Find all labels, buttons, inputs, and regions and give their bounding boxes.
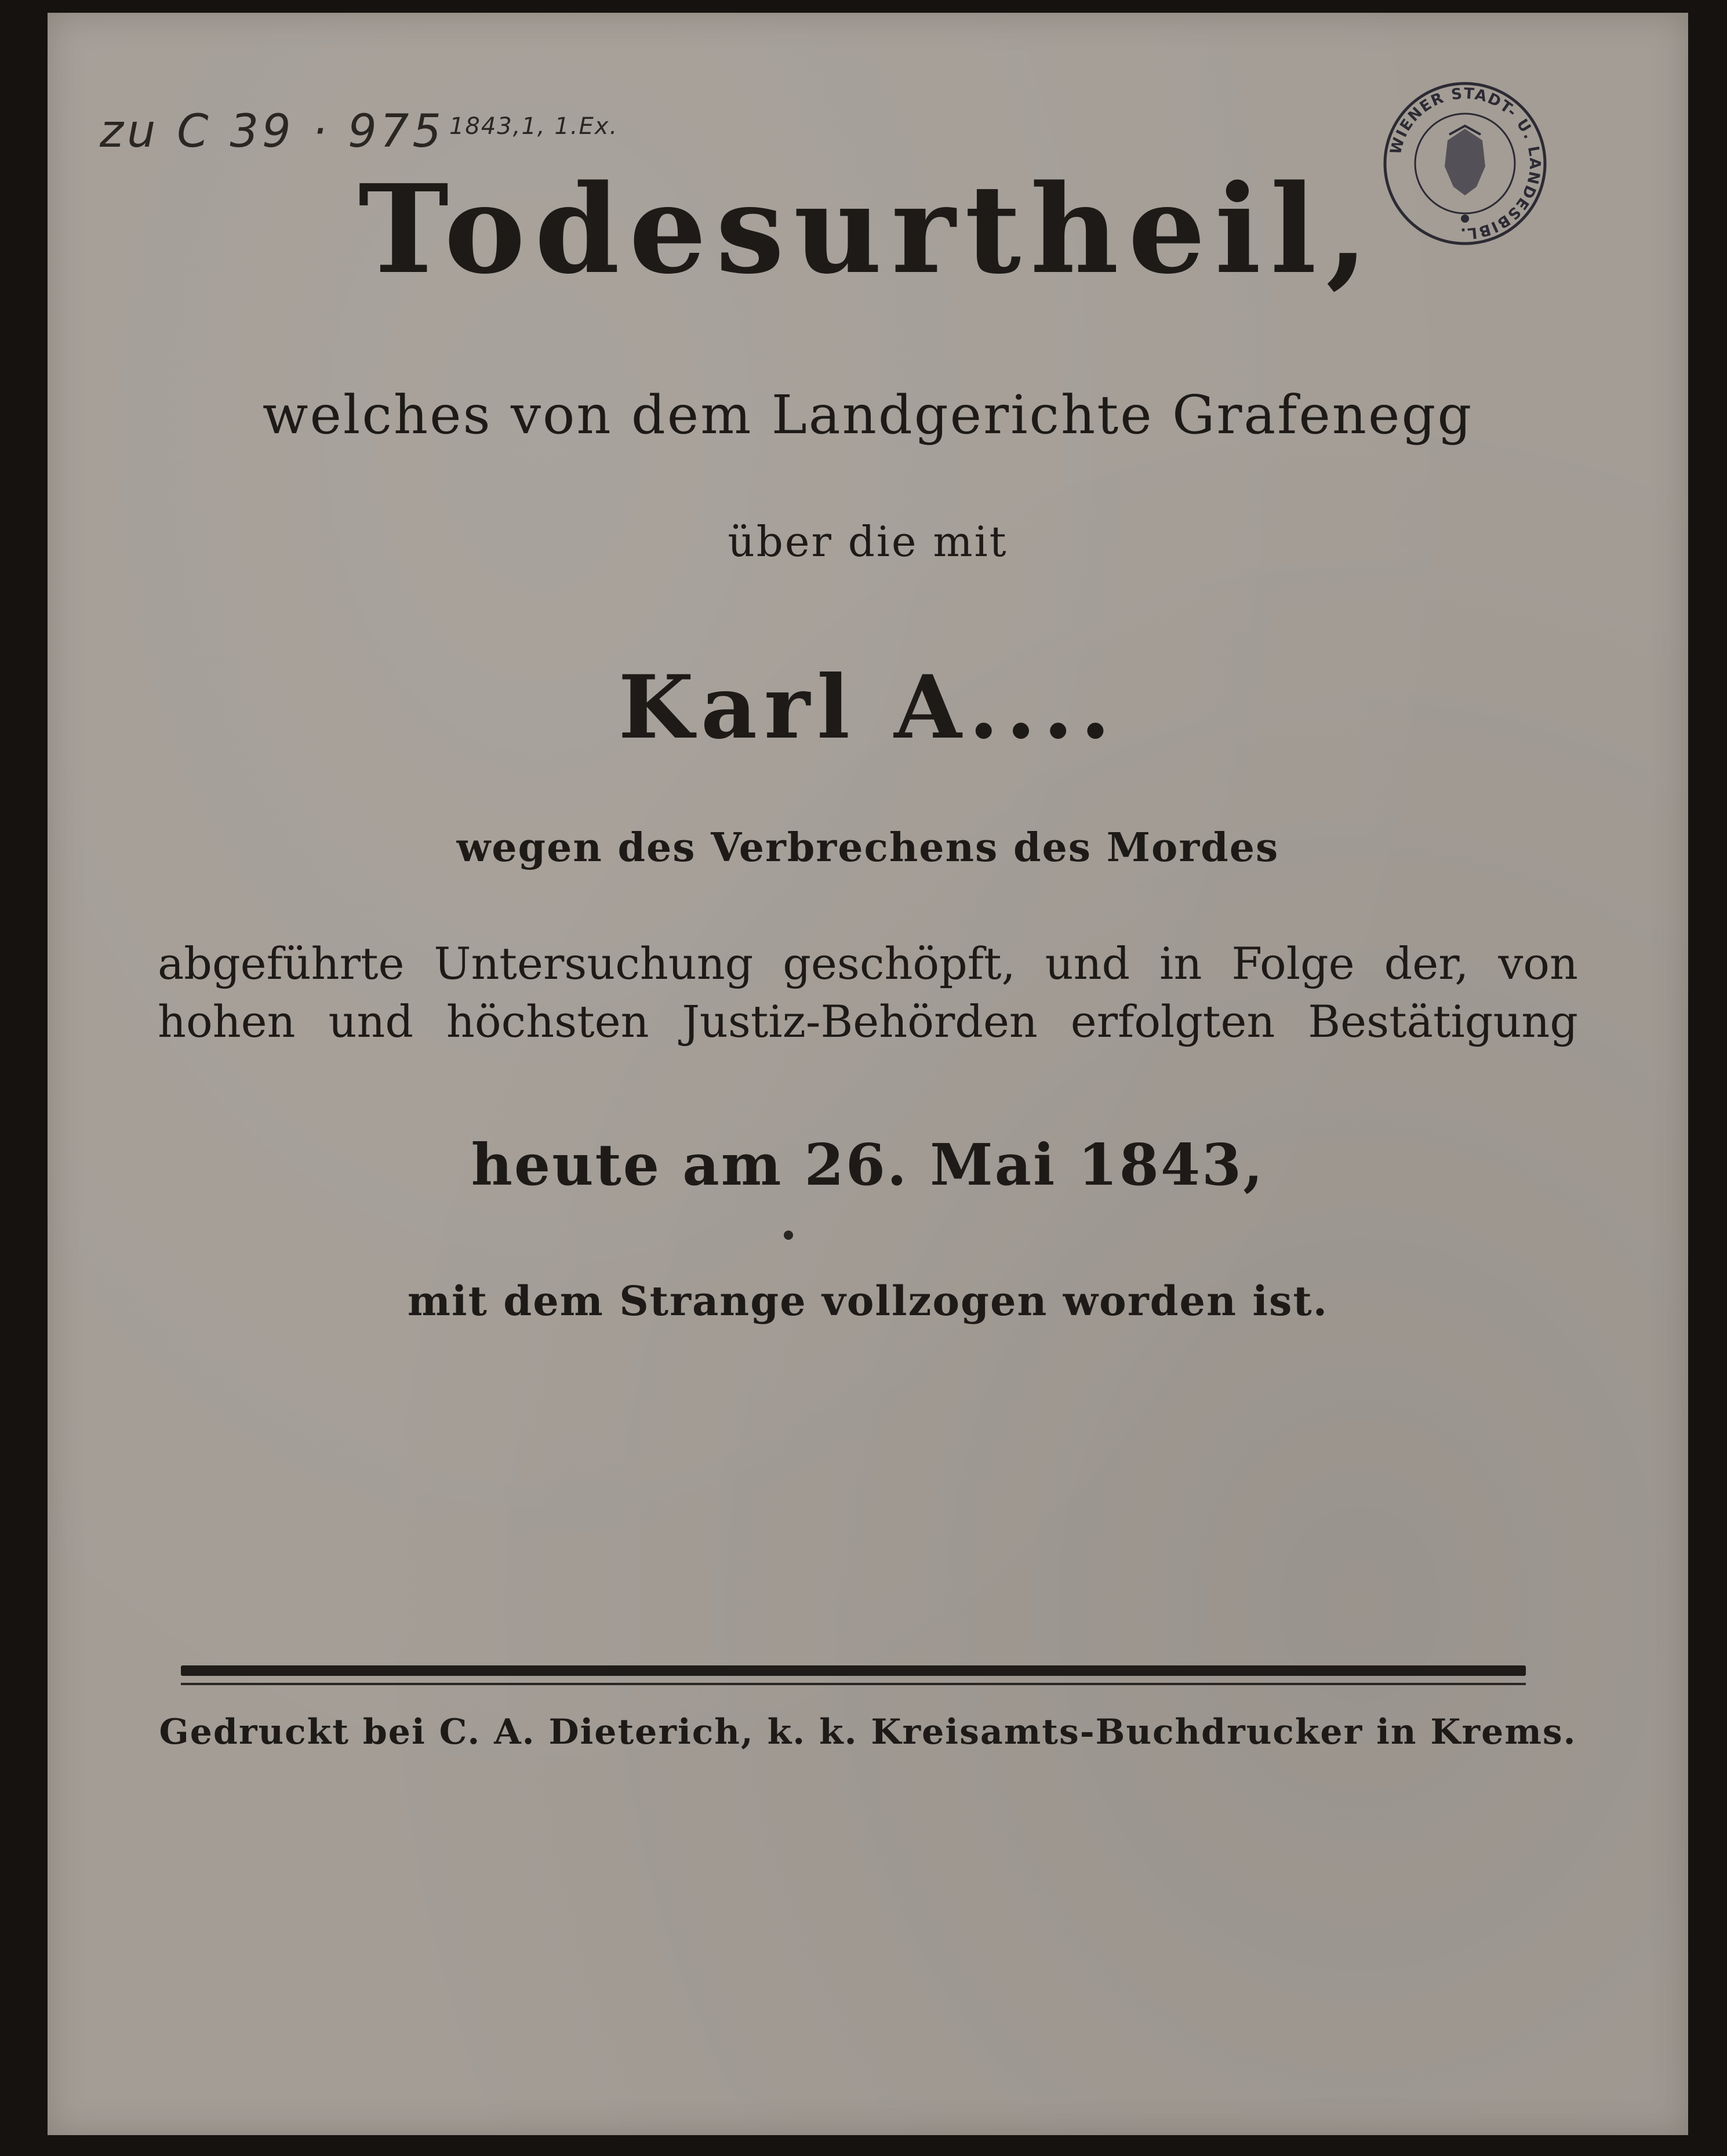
stamp-lettering: WIENER STADT- U. LANDESBIBL. bbox=[1387, 85, 1544, 242]
execution-method-line: mit dem Strange vollzogen worden ist. bbox=[407, 1277, 1329, 1325]
printer-imprint: Gedruckt bei C. A. Dieterich, k. k. Kreisamts-Buchdrucker in Krems. bbox=[159, 1712, 1577, 1752]
execution-date: heute am 26. Mai 1843, bbox=[471, 1132, 1265, 1199]
convict-name: Karl A.... bbox=[618, 656, 1118, 758]
shelfmark-small-text: 1843,1, 1.Ex. bbox=[449, 113, 619, 140]
body-text-line-2: hohen und höchsten Justiz-Behörden erfolgten Bestätigung bbox=[158, 996, 1578, 1047]
body-text-line-1: abgeführte Untersuchung geschöpft, und in Folge der, von bbox=[158, 938, 1578, 989]
court-line: welches von dem Landgerichte Grafenegg bbox=[262, 384, 1474, 446]
document-page bbox=[48, 13, 1688, 2135]
divider-rule bbox=[181, 1665, 1526, 1676]
divider-rule-thin bbox=[181, 1683, 1526, 1685]
shelfmark-text: zu C 39 · 975 bbox=[100, 106, 445, 158]
ink-dot bbox=[784, 1231, 793, 1240]
handwritten-shelfmark bbox=[100, 106, 618, 158]
subject-intro-line: über die mit bbox=[728, 517, 1008, 566]
crime-line: wegen des Verbrechens des Mordes bbox=[456, 825, 1279, 871]
document-title: Todesurtheil, bbox=[358, 158, 1378, 301]
